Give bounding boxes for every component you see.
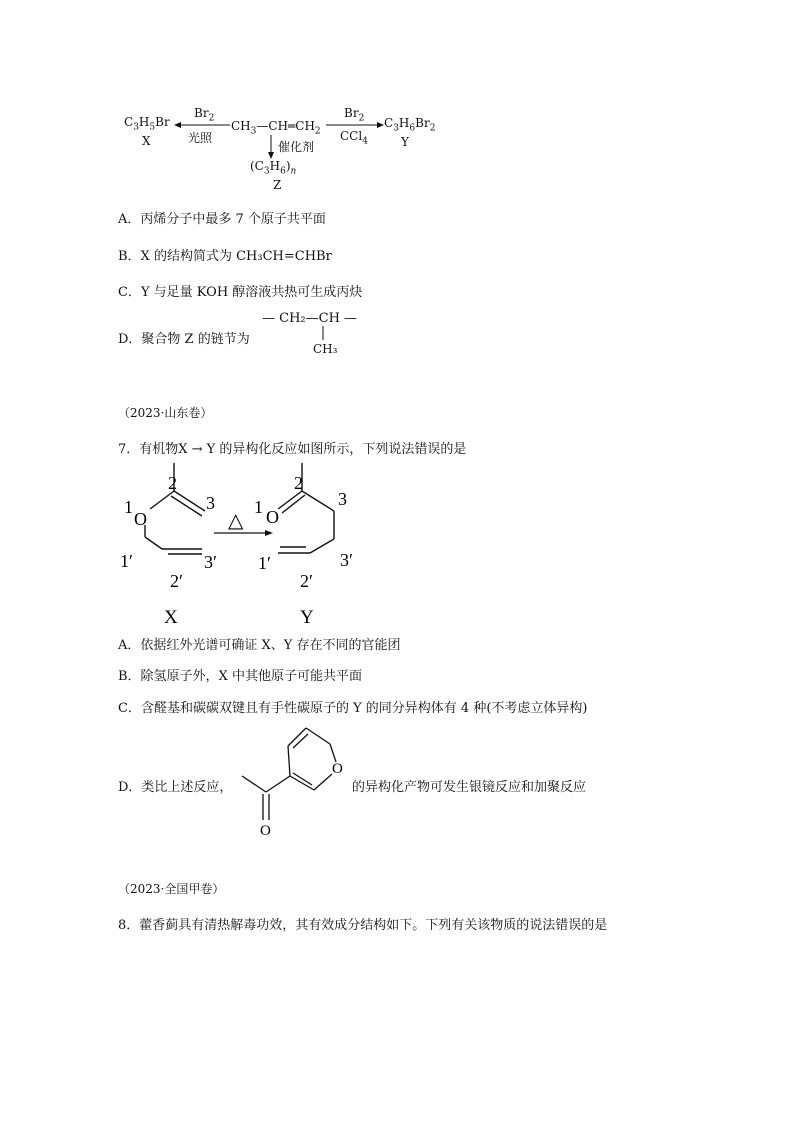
left-reagent-br2: $Br_2$ <box>194 106 215 124</box>
y-num-2: 2 <box>294 473 303 493</box>
q6-option-b: B．X 的结构简式为 CH₃CH=CHBr <box>118 249 332 264</box>
q7-isomerization-figure <box>110 455 400 630</box>
right-reagent-br2: $Br_2$ <box>344 106 365 124</box>
q7-option-d-prefix: D．类比上述反应， <box>118 780 233 795</box>
x-name: X <box>164 607 178 628</box>
x-num-2: 2 <box>168 473 177 493</box>
q7-option-c: C．含醛基和碳碳双键且有手性碳原子的 Y 的同分异构体有 4 种(不考虑立体异构) <box>118 701 588 716</box>
y-num-3: 3 <box>338 489 347 509</box>
y-num-1: 1 <box>254 497 263 517</box>
y-num-3p: 3′ <box>340 550 353 570</box>
reaction-arrow-head <box>265 530 273 536</box>
q6-option-c: C．Y 与足量 KOH 醇溶液共热可生成丙炔 <box>118 285 363 300</box>
molecule-y <box>278 463 334 553</box>
y-oxygen: O <box>266 507 279 527</box>
x-num-3: 3 <box>206 493 215 513</box>
q7-source: （2023·山东卷） <box>118 406 213 420</box>
x-num-1: 1 <box>124 497 133 517</box>
repeat-unit-bond <box>320 326 330 342</box>
carbonyl-oxygen: O <box>260 823 271 839</box>
down-arrow <box>266 135 276 159</box>
x-label: X <box>142 134 151 148</box>
q7-option-d-suffix: 的异构化产物可发生银镜反应和加聚反应 <box>352 780 587 795</box>
q8-source: （2023·全国甲卷） <box>118 882 225 896</box>
x-num-3p: 3′ <box>204 552 217 572</box>
x-num-1p: 1′ <box>120 551 133 571</box>
catalyst-label: 催化剂 <box>278 140 315 154</box>
y-num-1p: 1′ <box>258 553 271 573</box>
polymer-label: Z <box>273 178 282 192</box>
repeat-unit: — CH₂—CH — <box>262 311 358 326</box>
y-label: Y <box>401 135 409 149</box>
q6-option-a: A．丙烯分子中最多 7 个原子共平面 <box>118 212 326 227</box>
repeat-unit-methyl: CH₃ <box>313 342 338 356</box>
ring-oxygen: O <box>332 761 343 777</box>
dihydropyran-ketone-structure <box>232 722 356 842</box>
polymer-formula: $(C_3H_6)_n$ <box>250 159 297 177</box>
y-name: Y <box>300 607 314 628</box>
x-formula: $C_3H_5Br$ <box>124 115 170 133</box>
q6-option-d: D．聚合物 Z 的链节为 <box>118 332 250 347</box>
q7-option-a: A．依据红外光谱可确证 X、Y 存在不同的官能团 <box>118 638 401 653</box>
x-num-2p: 2′ <box>170 571 183 591</box>
q8-stem: 8．藿香蓟具有清热解毒功效，其有效成分结构如下。下列有关该物质的说法错误的是 <box>118 918 608 933</box>
left-reagent-light: 光照 <box>188 131 213 145</box>
y-num-2p: 2′ <box>300 571 313 591</box>
q7-option-b: B．除氢原子外，X 中其他原子可能共平面 <box>118 669 362 684</box>
right-reagent-ccl4: CCl$_4$ <box>340 129 368 147</box>
x-oxygen: O <box>134 509 147 529</box>
heat-symbol: △ <box>228 510 244 532</box>
q7-stem: 7．有机物X → Y 的异构化反应如图所示，下列说法错误的是 <box>118 442 467 457</box>
y-formula: $C_3H_6Br_2$ <box>384 116 436 134</box>
propene-formula: $CH_3—CH═CH_2$ <box>231 119 321 137</box>
q6-reaction-scheme <box>118 102 458 202</box>
